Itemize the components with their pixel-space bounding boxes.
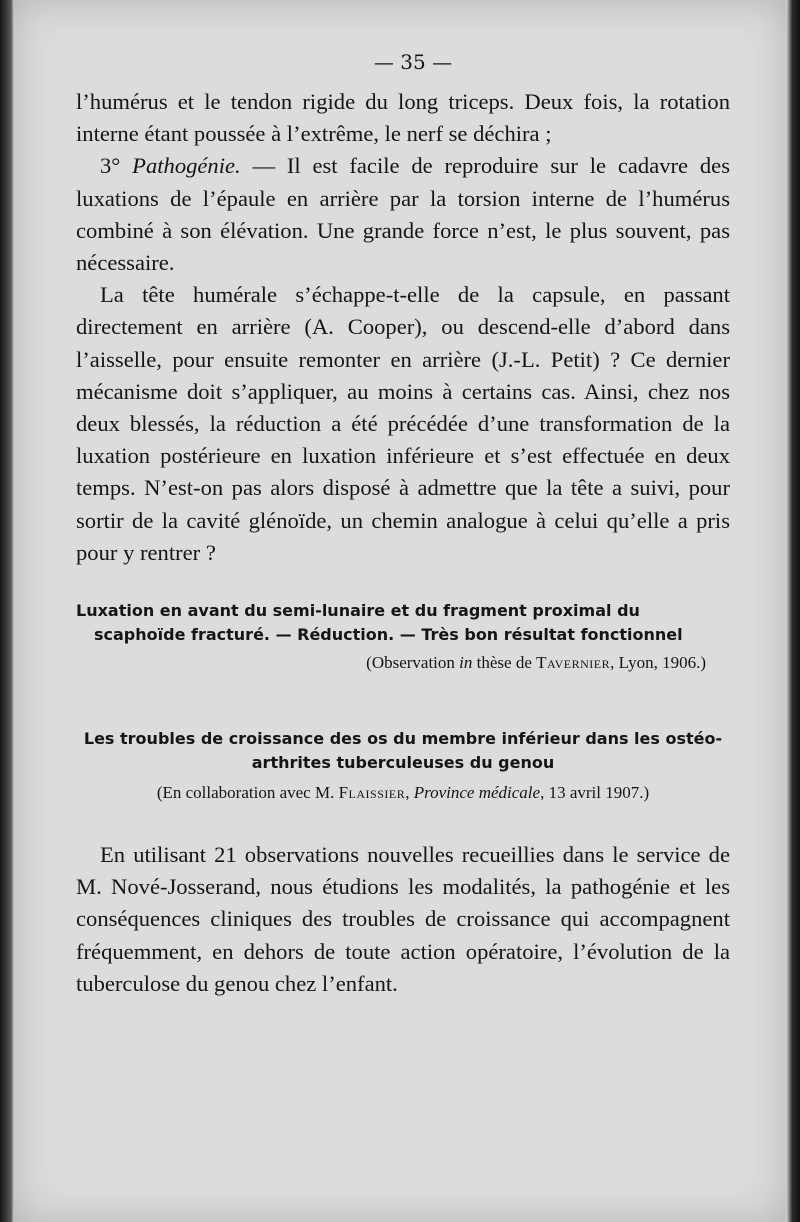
section-reference-luxation — [76, 651, 706, 675]
section-title-luxation: Luxation en avant du semi-lunaire et du fragment proximal du scaphoïde fracturé. — Réduction. — Très bon résultat fonctionnel — [76, 601, 683, 645]
paragraph-continuation: l’humérus et le tendon rigide du long triceps. Deux fois, la rotation interne étant poussée à l’extrême, le nerf se déchira ; — [76, 89, 730, 147]
paragraph-pathogenie — [76, 150, 730, 279]
ref-author: Tavernier — [536, 653, 611, 673]
book-page — [14, 0, 786, 1222]
paragraph-mechanism: La tête humérale s’échappe-t-elle de la capsule, en passant directement en arrière (A. Cooper), ou descend-elle d’abord dans l’aisselle, pour ensuite remonter en arrière (J.-L. Petit) ? Ce dernier mécanisme doit s’appliquer, au moins à certains cas. Ainsi, chez nos deux blessés, la réduction a été précédée d’une transformation de la luxation postérieure en luxation inférieure et s’est effectuée en deux temps. N’est-on pas alors disposé à admettre que la tête a suivi, pour sortir de la cavité glénoïde, un chemin analogue à celui qu’elle a pris pour y rentrer ? — [76, 282, 730, 565]
ref-end: , Lyon, 1906.) — [610, 653, 706, 673]
ref-end: , 13 avril 1907.) — [540, 783, 650, 803]
section-title-croissance: Les troubles de croissance des os du membre inférieur dans les ostéo-arthrites tuberculeuses du genou — [83, 729, 723, 773]
ref-journal: Province médicale — [413, 783, 541, 803]
scan-left-edge — [0, 0, 14, 1222]
section-reference-croissance — [76, 781, 730, 805]
pathogenie-text: — Il est facile de reproduire sur le cadavre des luxations de l’épaule en arrière par la torsion interne de l’humérus combiné à son élévation. Une grande force n’est, le plus souvent, pas nécessaire. — [76, 153, 731, 276]
ref-mid: thèse de — [472, 653, 537, 673]
ref-open: (Observation — [366, 653, 460, 673]
page-content — [76, 50, 730, 1000]
pathogenie-heading: Pathogénie. — [132, 153, 241, 179]
ref-author: Flaissier — [338, 783, 406, 803]
ref-in: in — [459, 653, 473, 673]
ref-open: (En collaboration avec M. — [156, 783, 339, 803]
paragraph-observations: En utilisant 21 observations nouvelles recueillies dans le service de M. Nové-Josserand, nous étudions les modalités, la pathogénie et les conséquences cliniques des troubles de croissance qui accompagnent fréquemment, en dehors de toute action opératoire, l’évolution de la tuberculose du genou chez l’enfant. — [76, 842, 730, 996]
page-number: — 35 — — [373, 50, 453, 74]
ref-separator: , — [405, 783, 414, 803]
section-number: 3° — [100, 153, 133, 179]
scan-right-edge — [786, 0, 800, 1222]
